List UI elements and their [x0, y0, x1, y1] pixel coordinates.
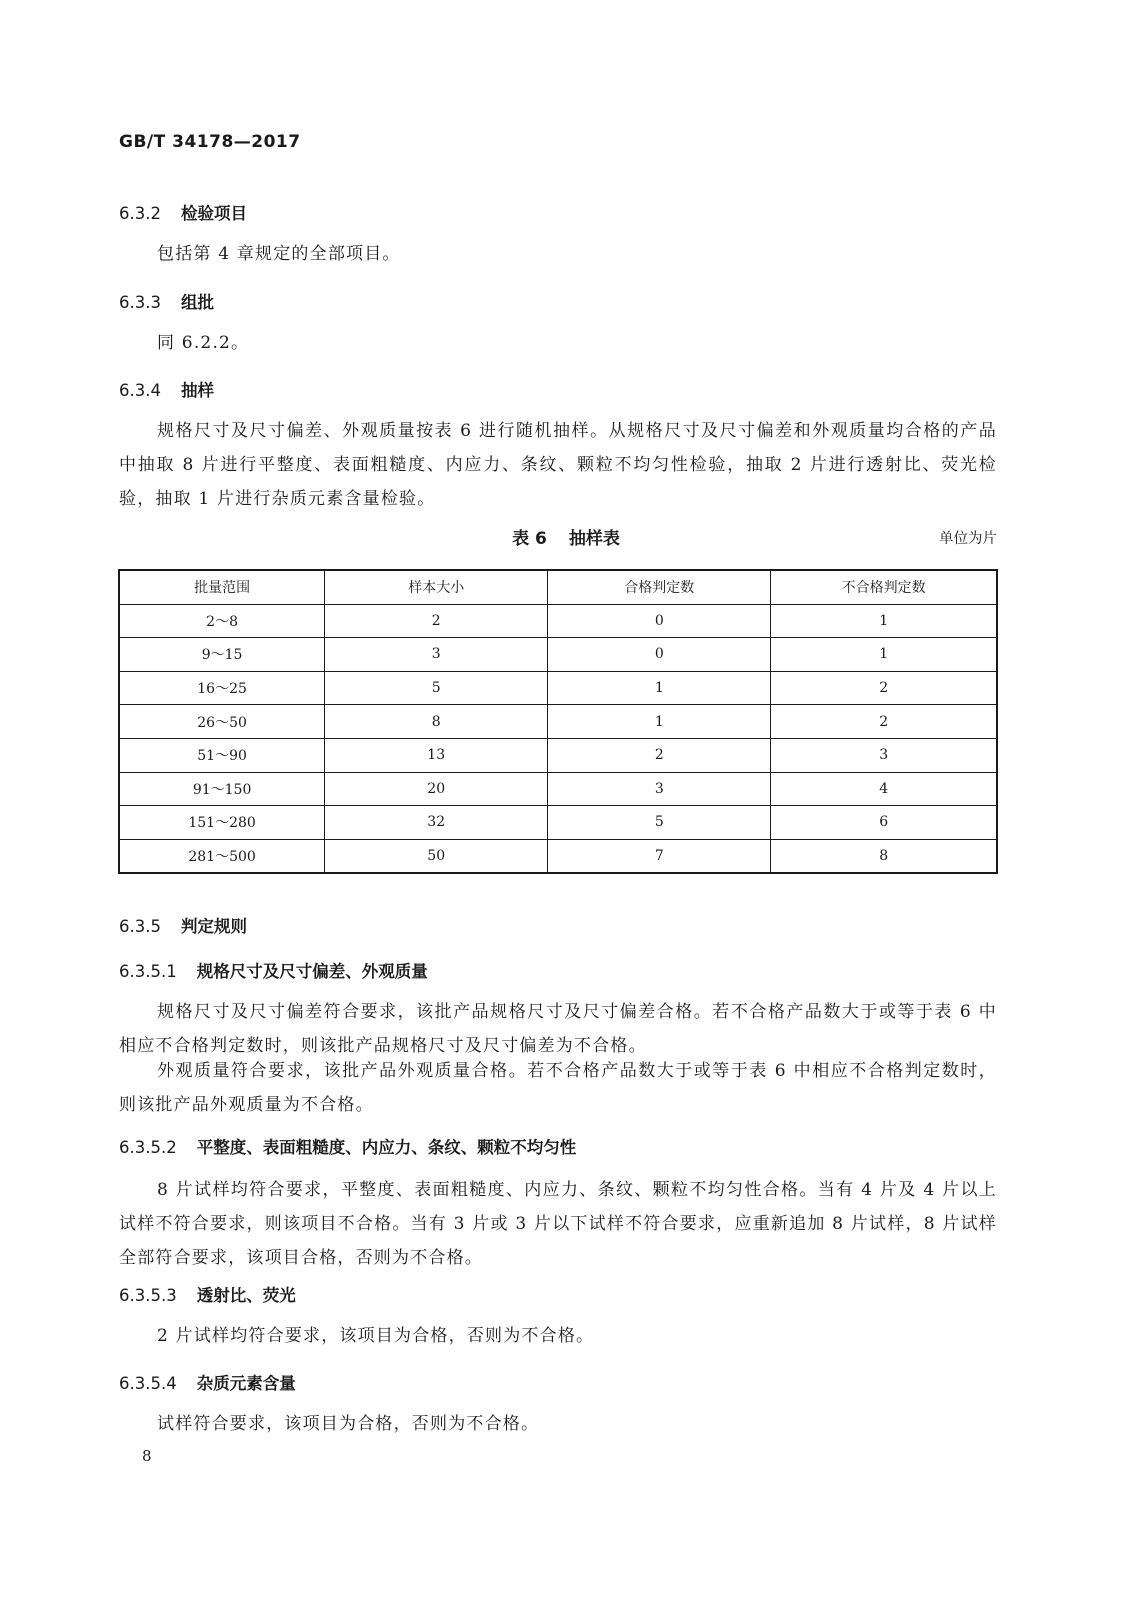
cell-reject-number: 2 — [771, 705, 997, 739]
section-number: 6.3.5.4 — [119, 1374, 177, 1393]
table-caption-title: 抽样表 — [568, 529, 620, 549]
table-row — [119, 839, 997, 873]
paragraph-6-3-4: 规格尺寸及尺寸偏差、外观质量按表 6 进行随机抽样。从规格尺寸及尺寸偏差和外观质量均合格的产品中抽取 8 片进行平整度、表面粗糙度、内应力、条纹、颗粒不均匀性检验，抽取 2 片进行透射比、荧光检验，抽取 1 片进行杂质元素含量检验。 — [119, 421, 997, 509]
section-title: 平整度、表面粗糙度、内应力、条纹、颗粒不均匀性 — [196, 1138, 577, 1157]
cell-sample-size: 5 — [325, 671, 548, 705]
paragraph-6-3-5-1-b: 外观质量符合要求，该批产品外观质量合格。若不合格产品数大于或等于表 6 中相应不合格判定数时，则该批产品外观质量为不合格。 — [119, 1061, 997, 1115]
cell-reject-number: 2 — [771, 671, 997, 705]
section-title: 抽样 — [180, 381, 214, 400]
section-heading-6-3-5-4 — [119, 1370, 296, 1394]
table-caption-number: 表 6 — [512, 529, 547, 549]
table-row — [119, 671, 997, 705]
cell-reject-number: 8 — [771, 839, 997, 873]
cell-sample-size: 8 — [325, 705, 548, 739]
cell-accept-number: 0 — [548, 604, 771, 638]
section-heading-6-3-5-3 — [119, 1282, 296, 1306]
cell-sample-size: 3 — [325, 638, 548, 672]
cell-lot-range: 9～15 — [119, 638, 325, 672]
paragraph-6-3-5-3: 2 片试样均符合要求，该项目为合格，否则为不合格。 — [157, 1326, 595, 1346]
page-number: 8 — [142, 1447, 152, 1465]
section-title: 透射比、荧光 — [196, 1286, 296, 1305]
cell-lot-range: 91～150 — [119, 772, 325, 806]
cell-reject-number: 6 — [771, 806, 997, 840]
section-heading-6-3-2 — [119, 200, 247, 224]
document-code: GB/T 34178—2017 — [119, 132, 301, 152]
section-number: 6.3.5.1 — [119, 962, 177, 981]
section-heading-6-3-4 — [119, 377, 214, 401]
cell-reject-number: 1 — [771, 604, 997, 638]
header-lot-range: 批量范围 — [119, 570, 325, 604]
cell-accept-number: 1 — [548, 671, 771, 705]
section-heading-6-3-3 — [119, 289, 214, 313]
section-number: 6.3.3 — [119, 293, 161, 312]
cell-lot-range: 281～500 — [119, 839, 325, 873]
cell-lot-range: 151～280 — [119, 806, 325, 840]
section-number: 6.3.5.3 — [119, 1286, 177, 1305]
section-number: 6.3.4 — [119, 381, 161, 400]
cell-lot-range: 16～25 — [119, 671, 325, 705]
paragraph-6-3-5-4: 试样符合要求，该项目为合格，否则为不合格。 — [157, 1414, 540, 1434]
cell-sample-size: 2 — [325, 604, 548, 638]
paragraph-6-3-3: 同 6.2.2。 — [157, 333, 250, 353]
section-number: 6.3.5 — [119, 917, 161, 936]
section-heading-6-3-5-1 — [119, 958, 428, 982]
cell-accept-number: 3 — [548, 772, 771, 806]
cell-sample-size: 13 — [325, 738, 548, 772]
section-title: 杂质元素含量 — [196, 1374, 296, 1393]
cell-lot-range: 2～8 — [119, 604, 325, 638]
section-title: 判定规则 — [180, 917, 247, 936]
table-header-row — [119, 570, 997, 604]
cell-accept-number: 1 — [548, 705, 771, 739]
header-sample-size: 样本大小 — [325, 570, 548, 604]
cell-sample-size: 50 — [325, 839, 548, 873]
section-title: 组批 — [180, 293, 214, 312]
cell-lot-range: 26～50 — [119, 705, 325, 739]
sampling-table — [118, 569, 998, 874]
cell-accept-number: 0 — [548, 638, 771, 672]
header-accept-number: 合格判定数 — [548, 570, 771, 604]
section-title: 规格尺寸及尺寸偏差、外观质量 — [196, 962, 428, 981]
table-row — [119, 638, 997, 672]
section-heading-6-3-5 — [119, 913, 247, 937]
cell-sample-size: 32 — [325, 806, 548, 840]
header-reject-number: 不合格判定数 — [771, 570, 997, 604]
cell-accept-number: 5 — [548, 806, 771, 840]
section-number: 6.3.2 — [119, 204, 161, 223]
cell-lot-range: 51～90 — [119, 738, 325, 772]
paragraph-6-3-5-1-a: 规格尺寸及尺寸偏差符合要求，该批产品规格尺寸及尺寸偏差合格。若不合格产品数大于或等于表 6 中相应不合格判定数时，则该批产品规格尺寸及尺寸偏差为不合格。 — [119, 1002, 997, 1056]
cell-reject-number: 3 — [771, 738, 997, 772]
table-unit-note: 单位为片 — [939, 531, 997, 547]
table-row — [119, 705, 997, 739]
cell-reject-number: 4 — [771, 772, 997, 806]
cell-reject-number: 1 — [771, 638, 997, 672]
section-heading-6-3-5-2 — [119, 1134, 576, 1158]
cell-accept-number: 7 — [548, 839, 771, 873]
section-title: 检验项目 — [180, 204, 247, 223]
section-number: 6.3.5.2 — [119, 1138, 177, 1157]
table-row — [119, 806, 997, 840]
cell-accept-number: 2 — [548, 738, 771, 772]
table-row — [119, 738, 997, 772]
table-row — [119, 772, 997, 806]
paragraph-6-3-2: 包括第 4 章规定的全部项目。 — [157, 244, 401, 264]
table-row — [119, 604, 997, 638]
paragraph-6-3-5-2: 8 片试样均符合要求，平整度、表面粗糙度、内应力、条纹、颗粒不均匀性合格。当有 4 片及 4 片以上试样不符合要求，则该项目不合格。当有 3 片或 3 片以下试样不符合要求，应重新追加 8 片试样，8 片试样全部符合要求，该项目合格，否则为不合格。 — [119, 1180, 997, 1268]
cell-sample-size: 20 — [325, 772, 548, 806]
